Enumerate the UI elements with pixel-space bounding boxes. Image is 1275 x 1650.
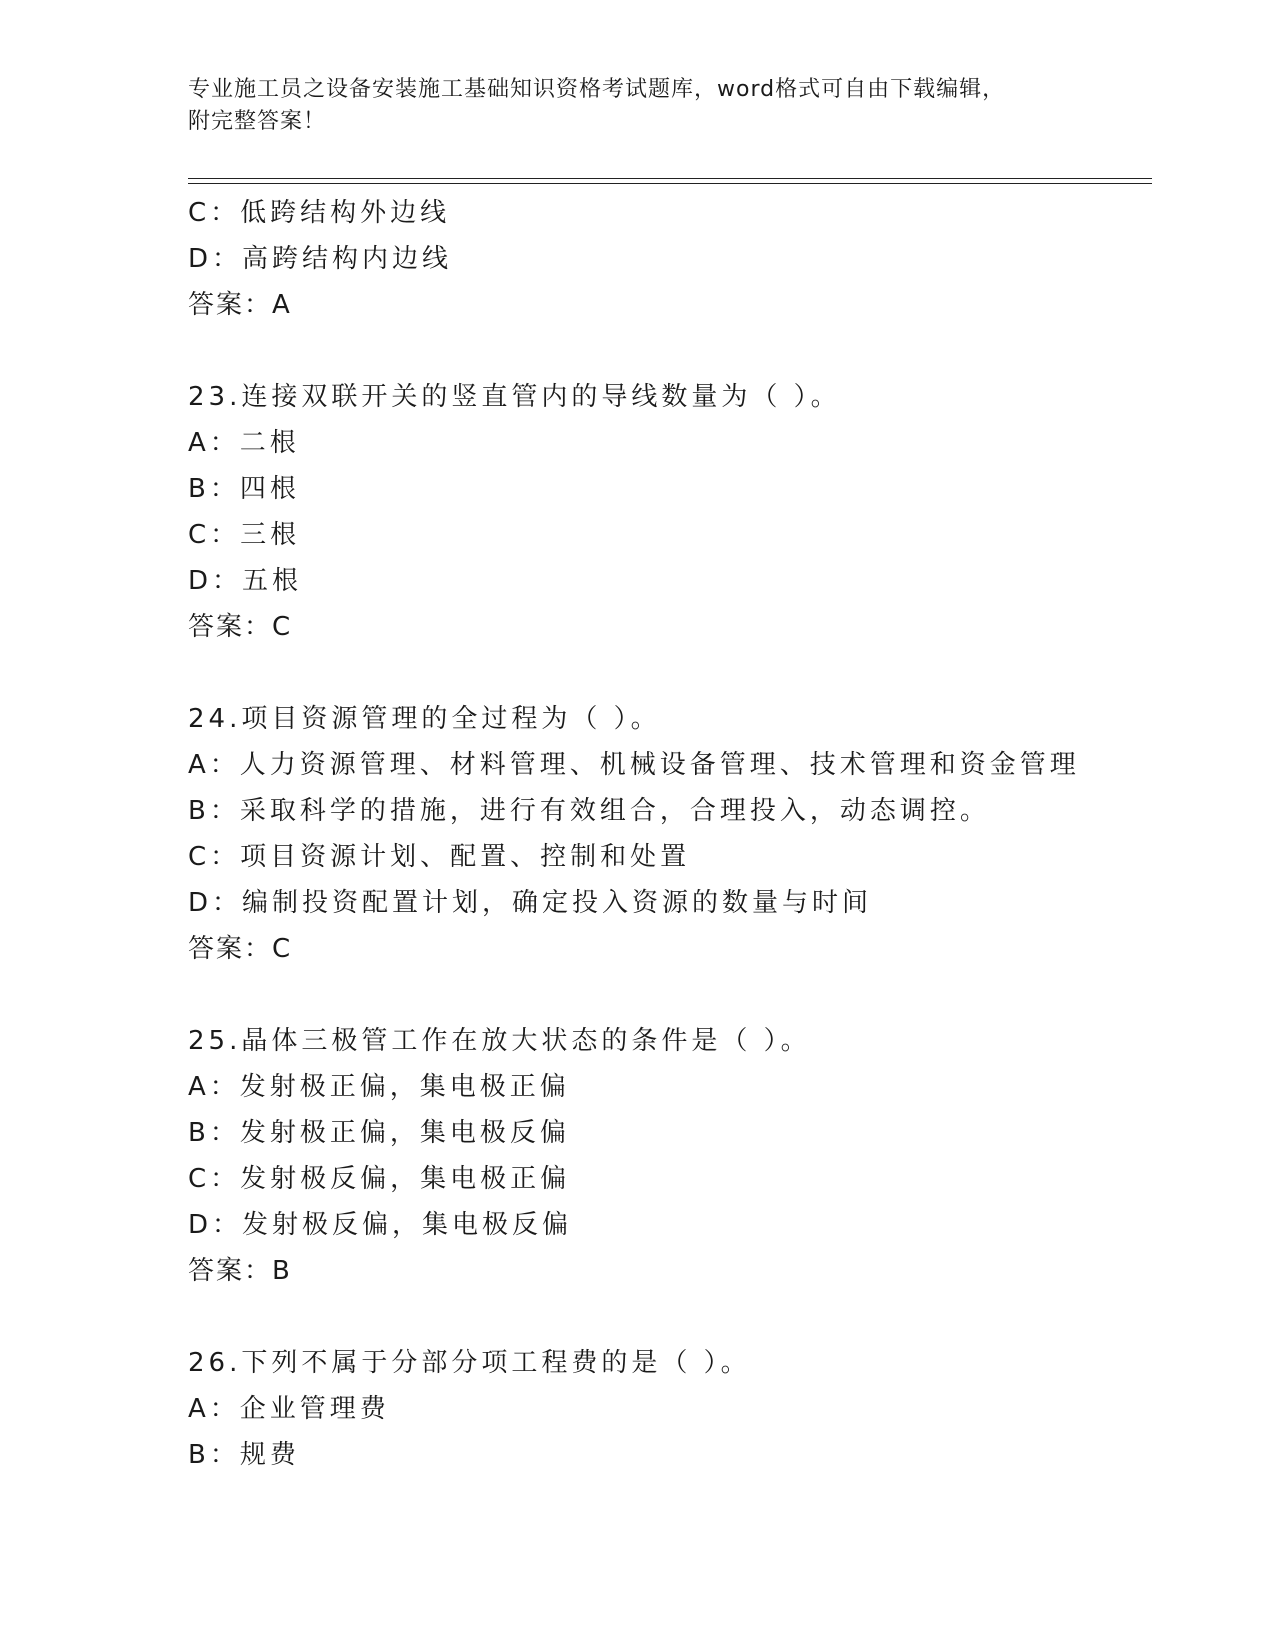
option-text: B：发射极正偏，集电极反偏 <box>188 1118 570 1148</box>
header-divider-top <box>188 178 1152 179</box>
option-text: D：高跨结构内边线 <box>188 244 453 274</box>
option-text: A：发射极正偏，集电极正偏 <box>188 1072 570 1102</box>
option-text: D：五根 <box>188 566 303 596</box>
block-spacer <box>188 1294 1152 1340</box>
question-text: 25.晶体三极管工作在放大状态的条件是（ ）。 <box>188 1026 811 1056</box>
question-text: 26.下列不属于分部分项工程费的是（ ）。 <box>188 1348 751 1378</box>
answer-text: 答案：C <box>188 612 293 642</box>
header-line-2: 附完整答案！ <box>188 109 327 134</box>
answer-text: 答案：C <box>188 934 293 964</box>
option-text: A：二根 <box>188 428 300 458</box>
option-text: C：低跨结构外边线 <box>188 198 451 228</box>
block-spacer <box>188 650 1152 696</box>
block-spacer <box>188 328 1152 374</box>
header-line-1: 专业施工员之设备安装施工基础知识资格考试题库，word格式可自由下载编辑， <box>188 77 1006 102</box>
option-text: D：发射极反偏，集电极反偏 <box>188 1210 573 1240</box>
header-divider-bottom <box>188 183 1152 184</box>
option-text: C：发射极反偏，集电极正偏 <box>188 1164 571 1194</box>
option-text: C：三根 <box>188 520 301 550</box>
option-text: A：人力资源管理、材料管理、机械设备管理、技术管理和资金管理 <box>188 750 1080 780</box>
answer-text: 答案：B <box>188 1256 292 1286</box>
option-text: B：采取科学的措施，进行有效组合，合理投入，动态调控。 <box>188 796 990 826</box>
answer-text: 答案：A <box>188 290 292 320</box>
option-text: A：企业管理费 <box>188 1394 390 1424</box>
document-header <box>188 74 1088 138</box>
question-text: 23.连接双联开关的竖直管内的导线数量为（ ）。 <box>188 382 841 412</box>
question-text: 24.项目资源管理的全过程为（ ）。 <box>188 704 661 734</box>
option-text: D：编制投资配置计划，确定投入资源的数量与时间 <box>188 888 873 918</box>
block-spacer <box>188 972 1152 1018</box>
question-list <box>188 190 1152 1478</box>
option-text: C：项目资源计划、配置、控制和处置 <box>188 842 691 872</box>
option-text: B：规费 <box>188 1440 300 1470</box>
option-text: B：四根 <box>188 474 300 504</box>
